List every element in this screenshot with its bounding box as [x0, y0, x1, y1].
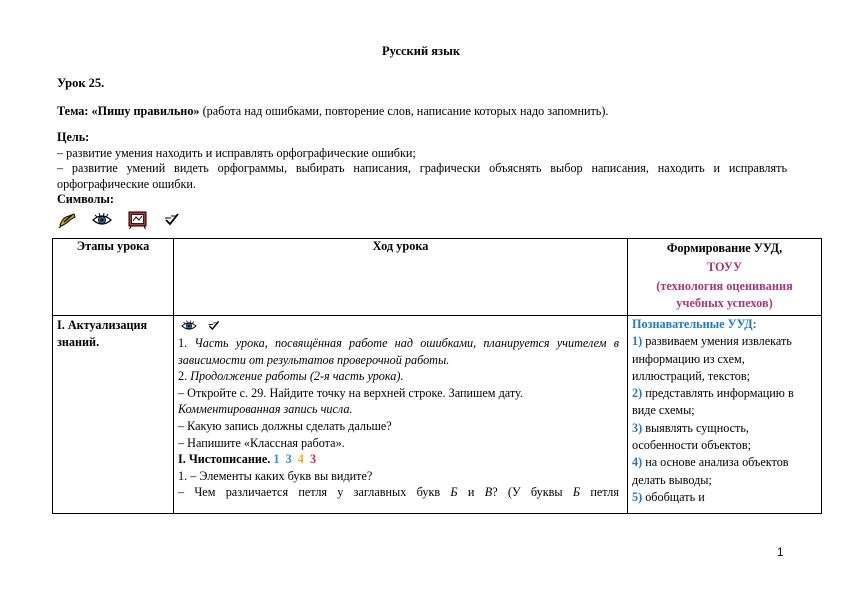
table-header-row [53, 239, 822, 316]
course-cell [174, 316, 628, 514]
header-course: Ход урока [174, 239, 628, 316]
header-uud-line4: учебных успехов) [676, 296, 773, 310]
lesson-table [52, 238, 822, 514]
lesson-number: Урок 25. [57, 76, 105, 90]
header-uud-toou: ТОУУ [707, 260, 742, 274]
topic-line [57, 104, 787, 120]
course-line-4: Комментированная запись числа. [178, 402, 353, 417]
pencil-hand-icon [58, 211, 78, 229]
header-stages: Этапы урока [53, 239, 174, 316]
section-calligraphy: I. Чистописание. 1 3 4 3 [178, 452, 317, 467]
course-line-2: 2. Продолжение работы (2-я часть урока). [178, 369, 404, 384]
checkmark-icon [162, 211, 182, 229]
course-symbols [178, 318, 619, 335]
course-line-3: – Откройте с. 29. Найдите точку на верхней строке. Запишем дату. [178, 385, 523, 400]
easel-icon [128, 211, 148, 229]
course-line-1: 1. Часть урока, посвящённая работе над ошибками, планируется учителем в зависимости от результатов проверочной работы. [178, 336, 619, 367]
symbols-label: Символы: [57, 192, 114, 206]
goal-label: Цель: [57, 130, 90, 144]
uud-item-4: 4) на основе анализа объектов делать выводы; [632, 455, 789, 487]
goal-item-1: – развитие умения находить и исправлять орфографические ошибки; [57, 145, 416, 160]
topic-description: (работа над ошибками, повторение слов, написание которых надо запомнить). [199, 104, 609, 118]
header-uud [628, 239, 822, 316]
eye-icon [92, 211, 112, 229]
table-row [53, 316, 822, 514]
uud-item-5: 5) обобщать и [632, 489, 705, 504]
uud-item-2: 2) представлять информацию в виде схемы; [632, 386, 794, 418]
uud-cell [628, 316, 822, 514]
uud-title: Познавательные УУД: [632, 317, 757, 331]
eye-icon [180, 319, 198, 333]
topic-title: «Пишу правильно» [91, 104, 200, 118]
uud-item-1: 1) развиваем умения извлекать информацию из схем, иллюстраций, текстов; [632, 334, 792, 383]
checkmark-icon [206, 319, 222, 333]
stage-cell: I. Актуализация знаний. [53, 316, 174, 514]
course-line-7: 1. – Элементы каких букв вы видите? [178, 468, 373, 483]
subject-heading: Русский язык [381, 44, 461, 58]
course-line-6: – Напишите «Классная работа». [178, 435, 345, 450]
page-number: 1 [777, 547, 784, 559]
goal-item-2: – развитие умений видеть орфограммы, выбирать написания, графически объяснять выбор написания, находить и исправлять орфографические ошибки. [57, 161, 787, 191]
topic-label: Тема: [57, 104, 89, 118]
course-line-5: – Какую запись должны сделать дальше? [178, 418, 392, 433]
course-line-8: – Чем различается петля у заглавных букв Б и В? (У буквы Б петля [178, 485, 619, 500]
goal-section [57, 130, 787, 208]
header-uud-line1: Формирование УУД, [666, 241, 783, 255]
header-uud-line3: (технология оценивания [656, 279, 793, 293]
uud-item-3: 3) выявлять сущность, особенности объектов; [632, 420, 751, 453]
